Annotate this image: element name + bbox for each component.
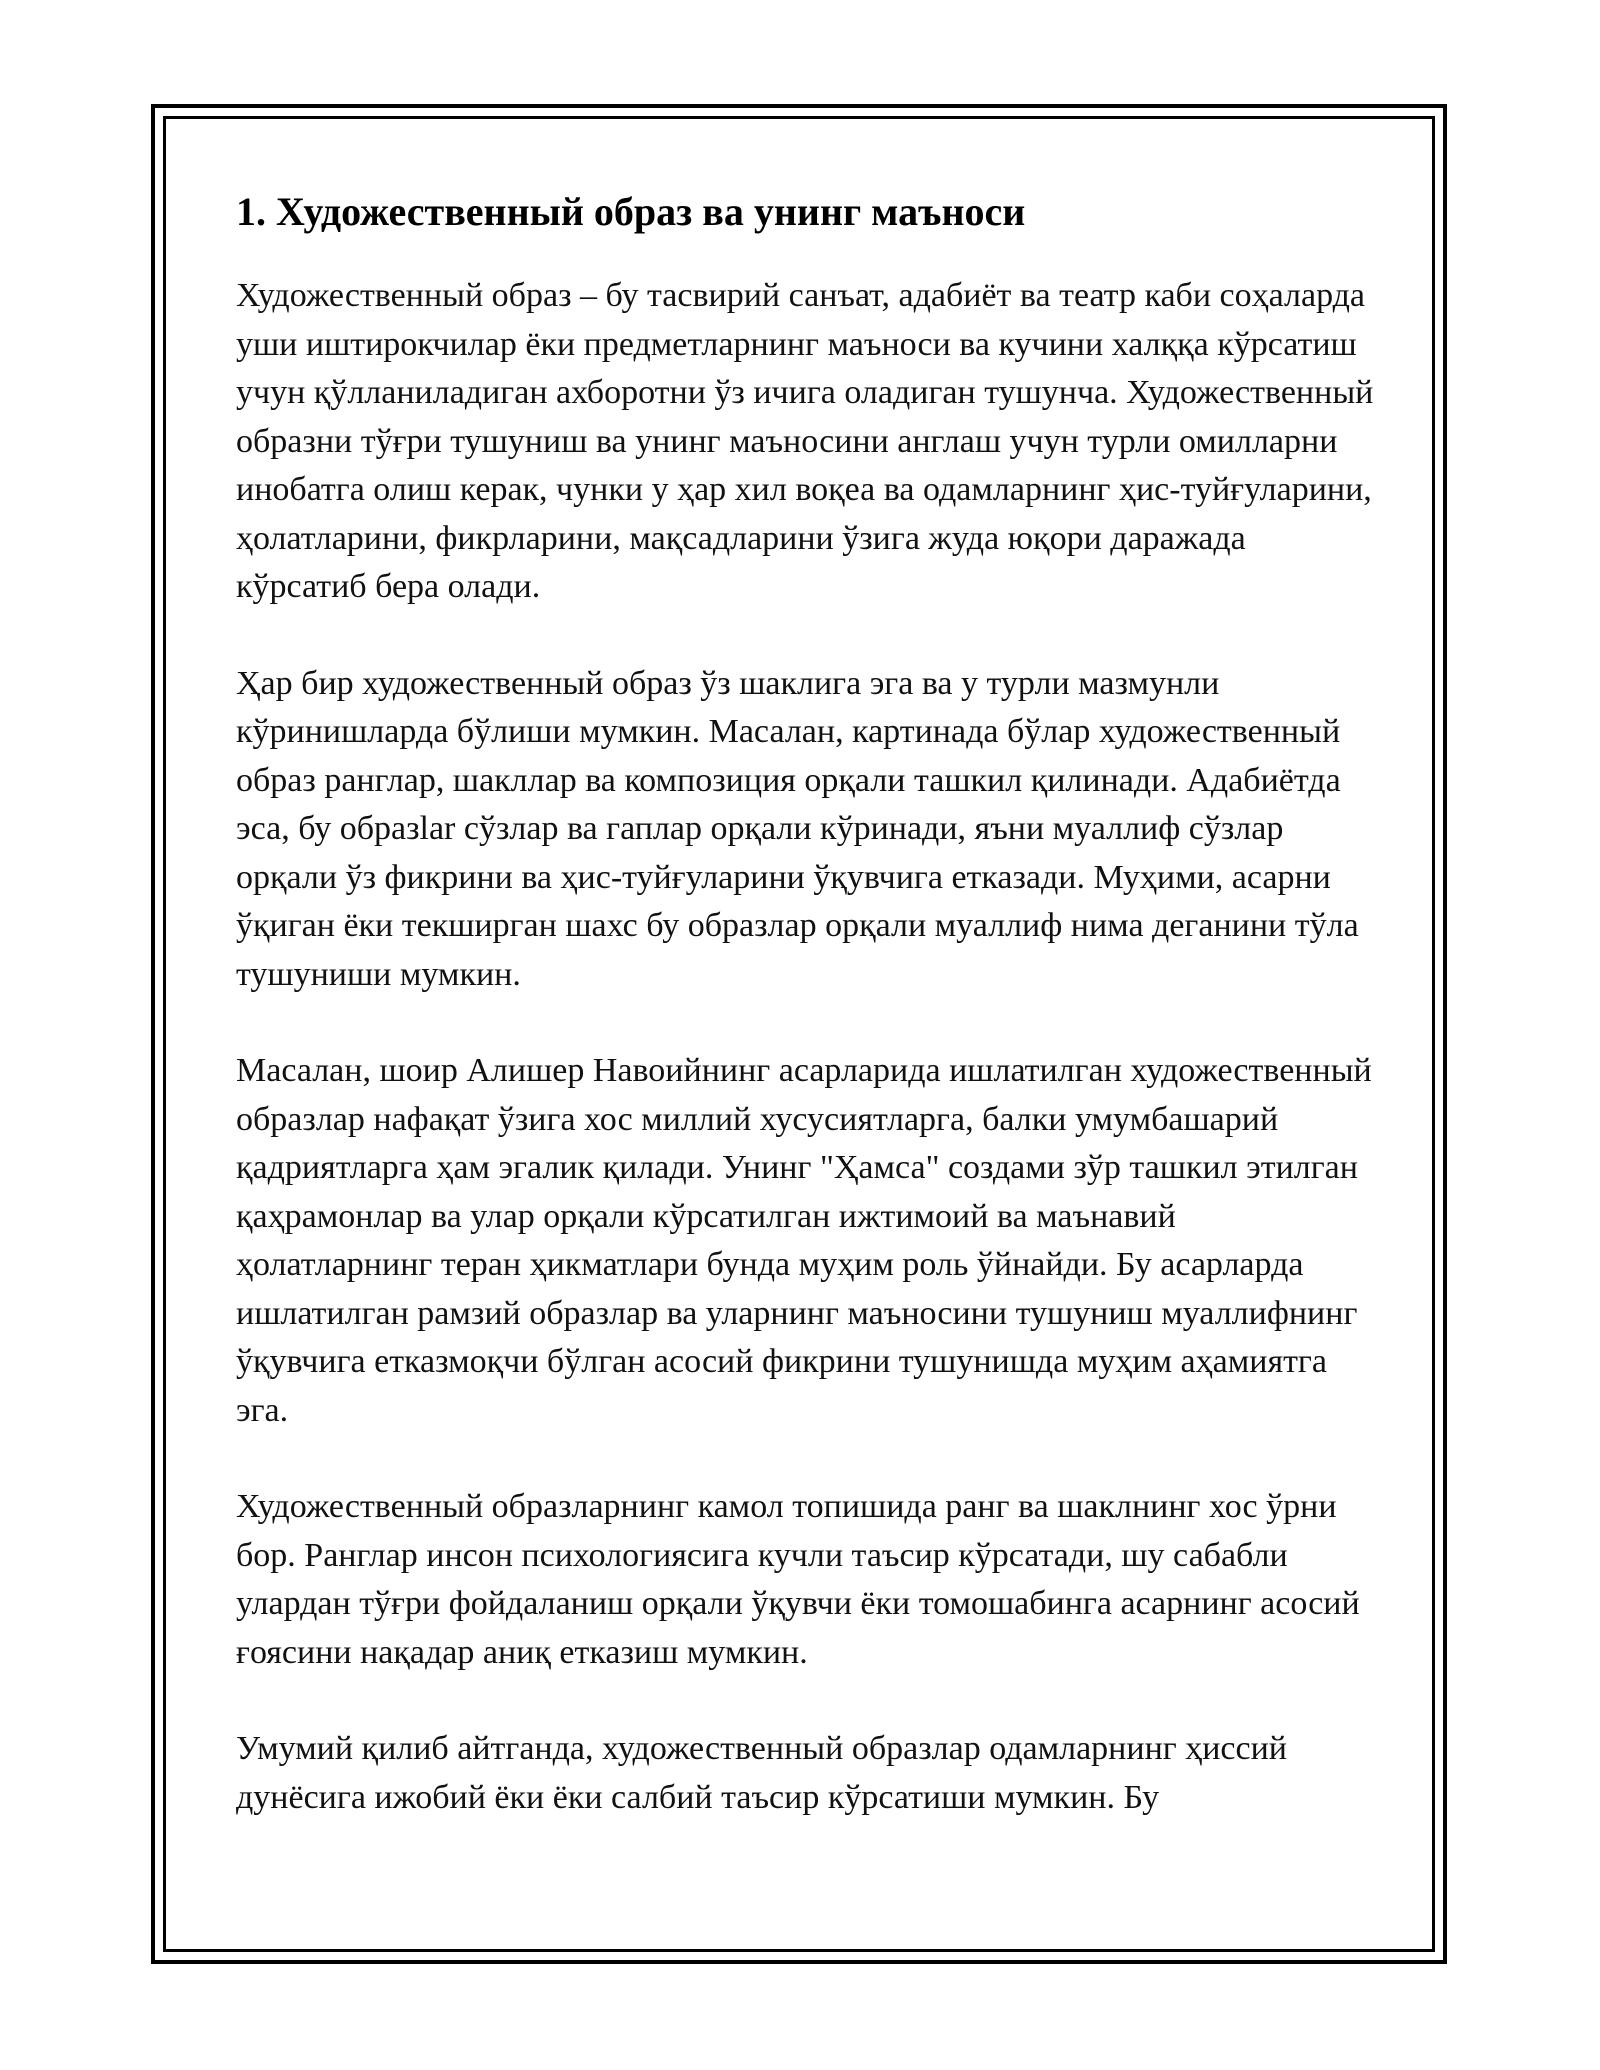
paragraph-4: Художественный образларнинг камол топишида ранг ва шаклнинг хос ўрни бор. Ранглар инсон психологиясига кучли таъсир кўрсатади, шу сабабли улардан тўғри фойдаланиш орқали ўқувчи ёки томошабинга асарнинг асосий ғоясини нақадар аниқ етказиш мумкин. xyxy=(236,1488,1360,1671)
paragraph-2: Ҳар бир художественный образ ўз шаклига эга ва у турли мазмунли кўринишларда бўлиши мумкин. Масалан, картинада бўлар художественный образ ранглар, шакллар ва композиция орқали ташкил қилинади. Адабиётда эса, бу образlar сўзлар ва гаплар орқали кўринади, яъни муаллиф сўзлар орқали ўз фикрини ва ҳис-туйғуларини ўқувчига етказади. Муҳими, асарни ўқиган ёки текширган шахс бу образлар орқали муаллиф нима деганини тўла тушуниши мумкин. xyxy=(236,664,1359,993)
paragraph-3: Масалан, шоир Алишер Навоийнинг асарларида ишлатилган художественный образлар нафақат ўзига хос миллий хусусиятларга, балки умумбашарий қадриятларга ҳам эгалик қилади. Унинг "Ҳамса" создами зўр ташкил этилган қаҳрамонлар ва улар орқали кўрсатилган ижтимоий ва маънавий ҳолатларнинг теран ҳикматлари бунда муҳим роль ўйнайди. Бу асарларда ишлатилган рамзий образлар ва уларнинг маъносини тушуниш муаллифнинг ўқувчига етказмоқчи бўлган асосий фикрини тушунишда муҳим аҳамиятга эга. xyxy=(236,1052,1372,1429)
section-heading: 1. Художественный образ ва унинг маъноси xyxy=(236,189,1026,234)
paragraph-1: Художественный образ – бу тасвирий санъат, адабиёт ва театр каби соҳаларда уши иштирокчилар ёки предметларнинг маъноси ва кучини халққа кўрсатиш учун қўлланиладиган ахборотни ўз ичига оладиган тушунча. Художественный образни тўғри тушуниш ва унинг маъносини англаш учун турли омилларни инобатга олиш керак, чунки у ҳар хил воқеа ва одамларнинг ҳис-туйғуларини, ҳолатларини, фикрларини, мақсадларини ўзига жуда юқори даражада кўрсатиб бера олади. xyxy=(236,277,1374,605)
paragraph-5: Умумий қилиб айтганда, художественный образлар одамларнинг ҳиссий дунёсига ижобий ёки ёки салбий таъсир кўрсатиши мумкин. Бу xyxy=(236,1730,1287,1816)
document-body xyxy=(236,186,1376,1870)
